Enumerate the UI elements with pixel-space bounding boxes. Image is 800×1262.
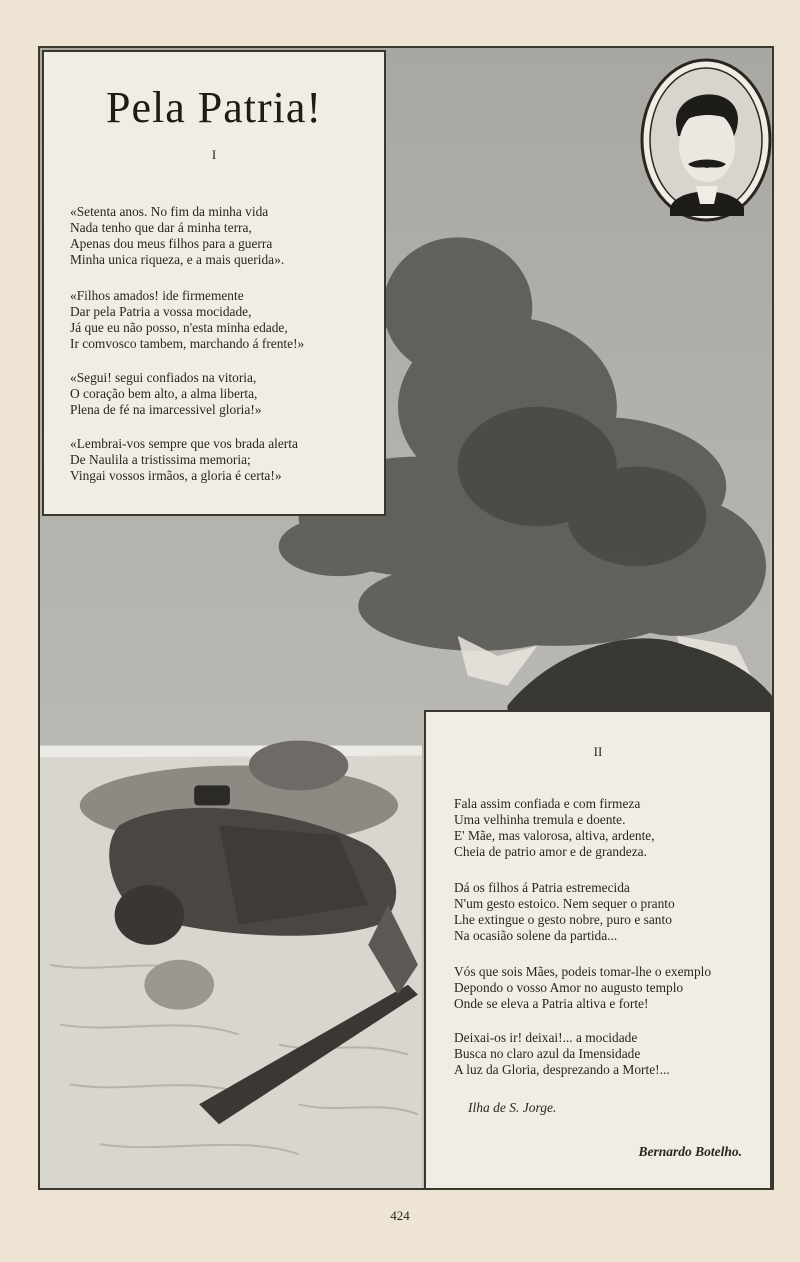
page-frame (38, 46, 774, 1190)
verse-line: Dar pela Patria a vossa mocidade, (70, 304, 252, 319)
place-signature: Ilha de S. Jorge. (468, 1100, 557, 1115)
verse-line: Onde se eleva a Patria altiva e forte! (454, 996, 649, 1011)
verse-line: Lhe extingue o gesto nobre, puro e santo (454, 912, 672, 927)
verse-line: Fala assim confiada e com firmeza (454, 796, 641, 811)
verse-line: Nada tenho que dar á minha terra, (70, 220, 252, 235)
verse-line: Ir comvosco tambem, marchando á frente!» (70, 336, 305, 351)
verse-line: Depondo o vosso Amor no augusto templo (454, 980, 684, 995)
verse-line: «Lembrai-vos sempre que vos brada alerta (70, 436, 298, 451)
verse-line: Plena de fé na imarcessivel gloria!» (70, 402, 262, 417)
verse-line: Busca no claro azul da Imensidade (454, 1046, 641, 1061)
part-two-numeral: II (593, 744, 603, 759)
verse-line: O coração bem alto, a alma liberta, (70, 386, 258, 401)
verse-line: Uma velhinha tremula e doente. (454, 812, 626, 827)
stanza-6 (454, 880, 766, 944)
stanza-4 (70, 436, 380, 484)
stanza-3 (70, 370, 380, 418)
verse-line: «Filhos amados! ide firmemente (70, 288, 244, 303)
verse-line: «Segui! segui confiados na vitoria, (70, 370, 257, 385)
verse-line: A luz da Gloria, desprezando a Morte!... (454, 1062, 670, 1077)
verse-line: Vingai vossos irmãos, a gloria é certa!» (70, 468, 282, 483)
author-signature: Bernardo Botelho. (638, 1144, 742, 1159)
verse-line: «Setenta anos. No fim da minha vida (70, 204, 269, 219)
stanza-5 (454, 796, 766, 860)
verse-line: De Naulila a tristissima memoria; (70, 452, 251, 467)
stanza-7 (454, 964, 766, 1012)
verse-line: Já que eu não posso, n'esta minha edade, (70, 320, 288, 335)
page-number: 424 (390, 1208, 410, 1223)
verse-line: N'um gesto estoico. Nem sequer o pranto (454, 896, 675, 911)
poem-part-one-panel (42, 50, 386, 516)
author-portrait (640, 58, 772, 222)
stanza-1 (70, 204, 380, 268)
part-one-numeral: I (211, 147, 217, 162)
verse-line: Apenas dou meus filhos para a guerra (70, 236, 273, 251)
verse-line: Na ocasião solene da partida... (454, 928, 618, 943)
verse-line: Minha unica riqueza, e a mais querida». (70, 252, 285, 267)
poem-title: Pela Patria! (105, 83, 323, 132)
verse-line: E' Mãe, mas valorosa, altiva, ardente, (454, 828, 655, 843)
verse-line: Deixai-os ir! deixai!... a mocidade (454, 1030, 638, 1045)
verse-line: Cheia de patrio amor e de grandeza. (454, 844, 647, 859)
stanza-2 (70, 288, 380, 352)
stanza-8 (454, 1030, 766, 1078)
verse-line: Dá os filhos á Patria estremecida (454, 880, 630, 895)
poem-part-two-panel (424, 710, 772, 1190)
verse-line: Vós que sois Mães, podeis tomar-lhe o exemplo (454, 964, 712, 979)
